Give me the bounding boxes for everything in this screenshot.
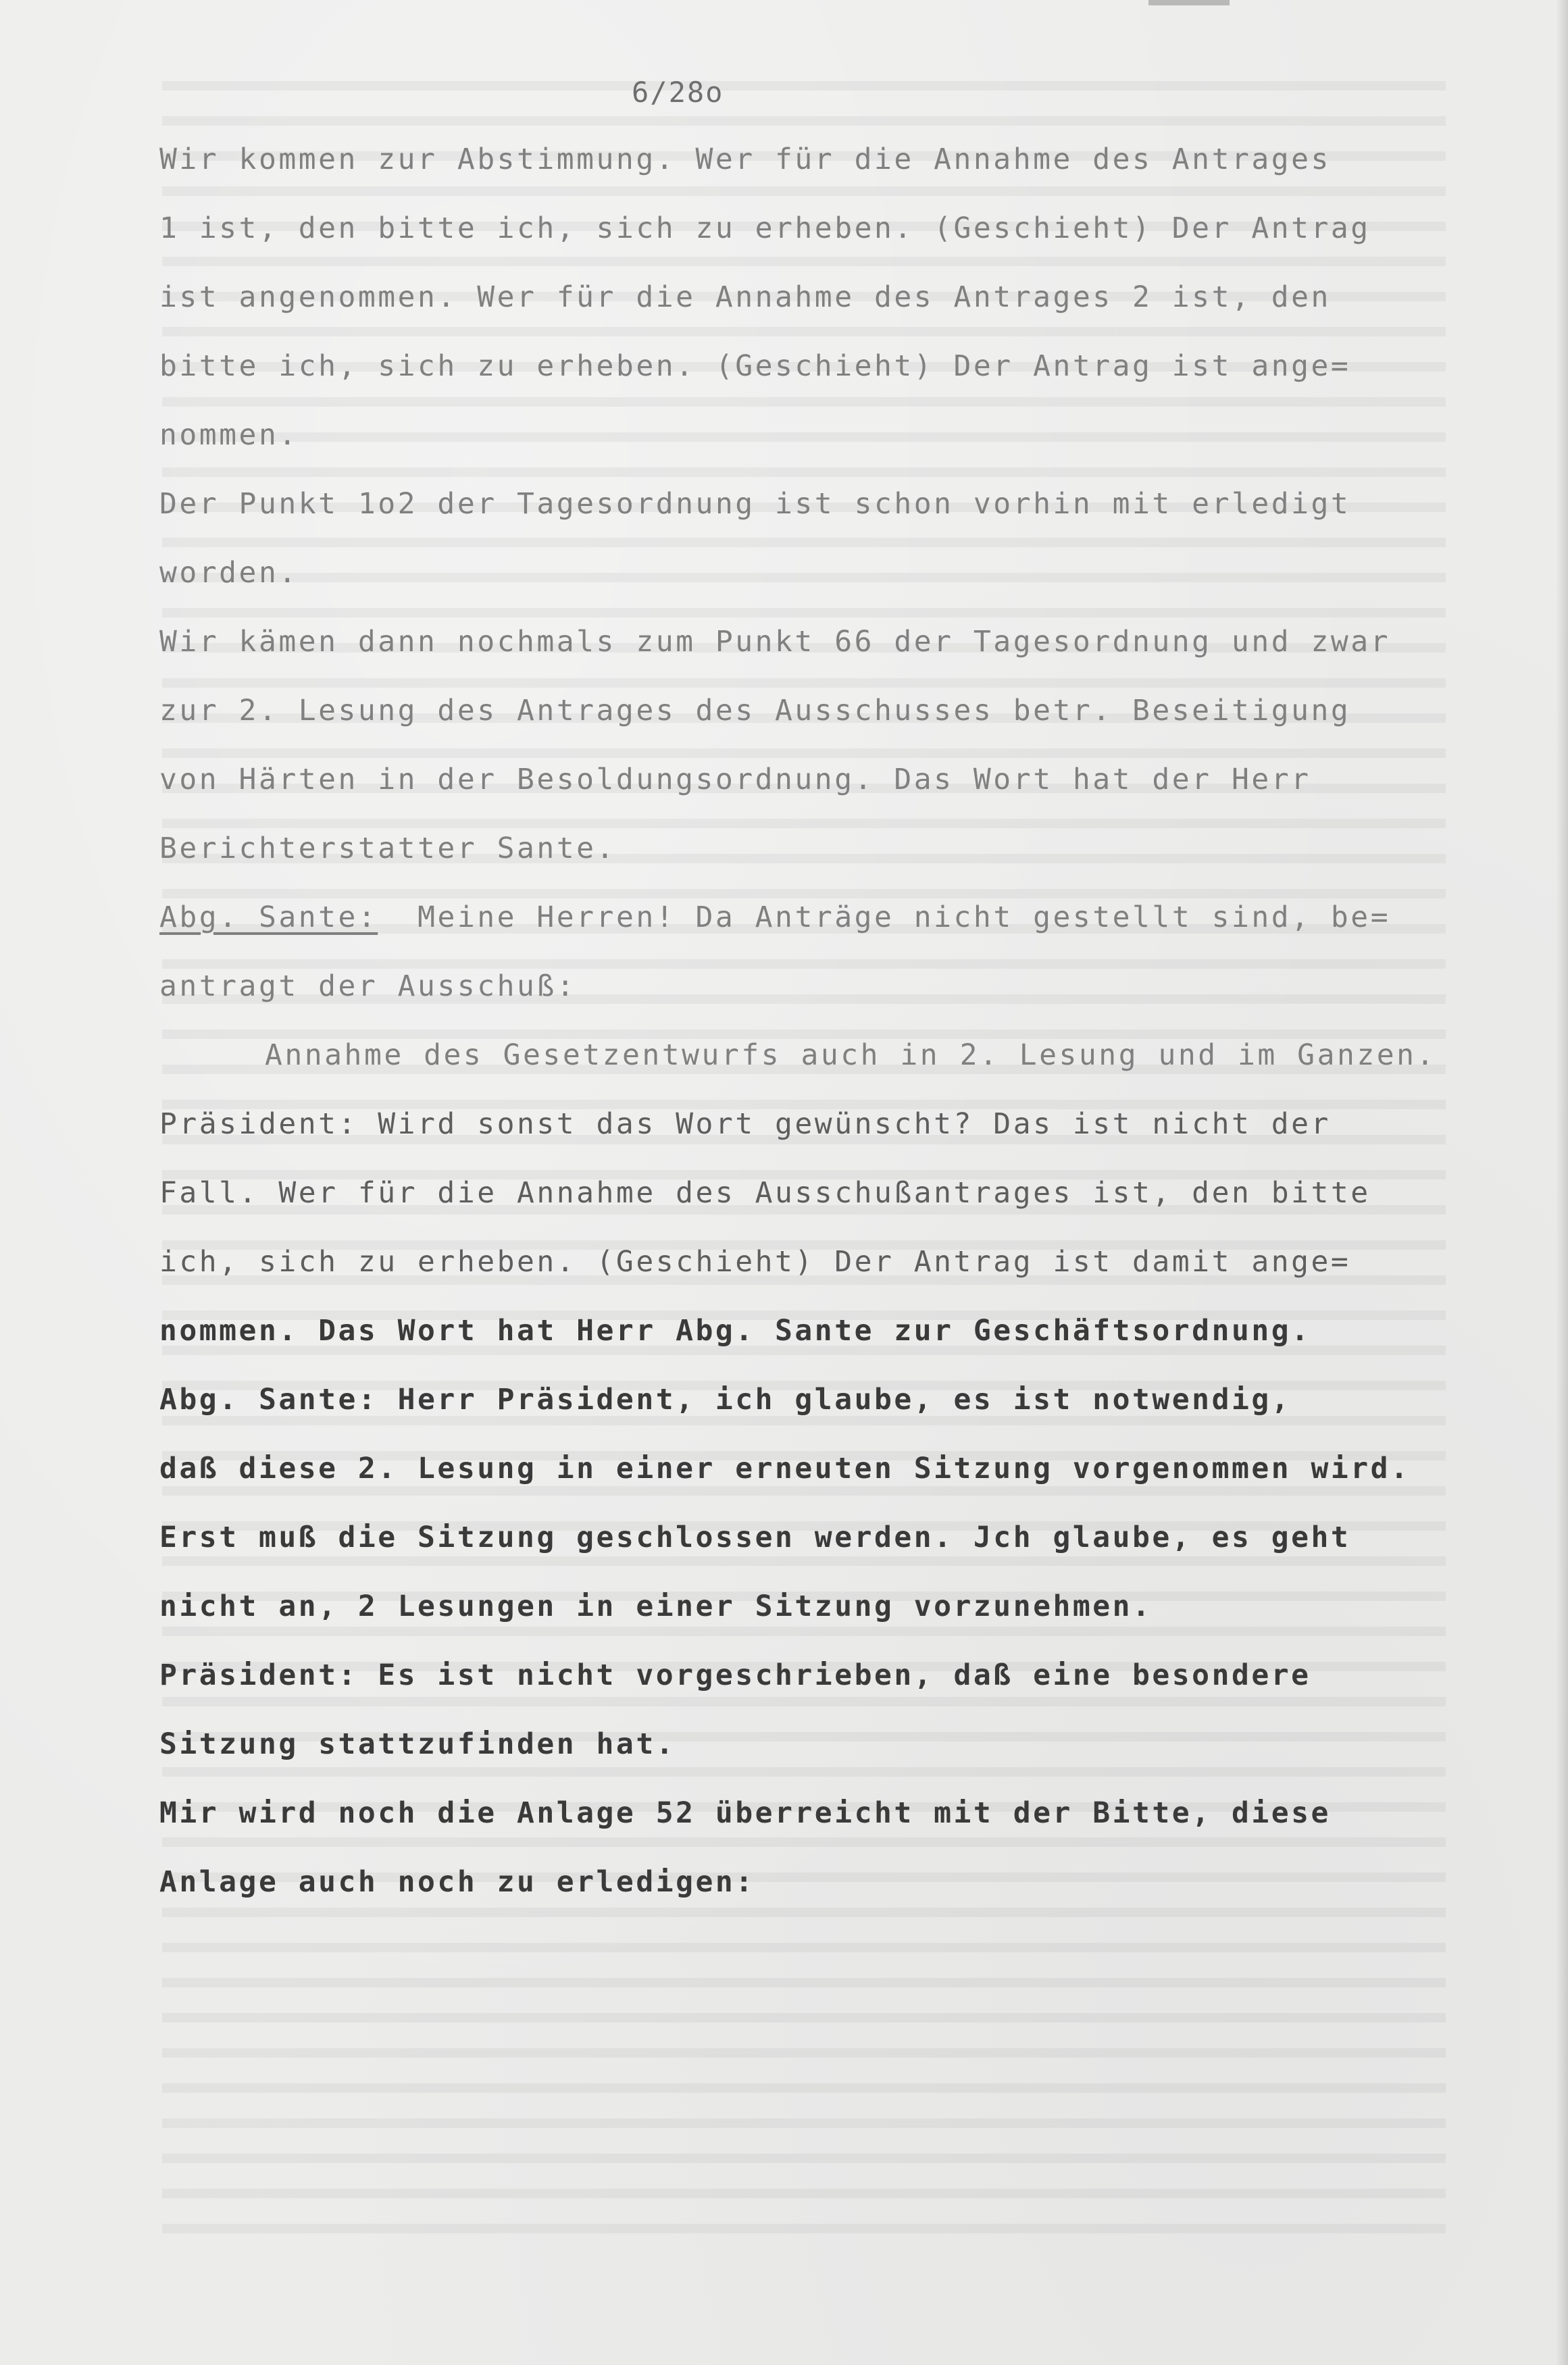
text-line-6: Der Punkt 1o2 der Tagesordnung ist schon vorhin mit erledigt — [159, 487, 1351, 521]
bleed-through-texture — [162, 81, 1446, 2243]
text-line-10: von Härten in der Besoldungsordnung. Das Wort hat der Herr — [159, 763, 1311, 796]
page-edge-shadow — [1556, 0, 1568, 2365]
text-line-20: daß diese 2. Lesung in einer erneuten Sitzung vorgenommen wird. — [159, 1452, 1411, 1485]
text-line-15: Präsident: Wird sonst das Wort gewünscht? Das ist nicht der — [159, 1107, 1331, 1141]
text-line-25: Mir wird noch die Anlage 52 überreicht mit der Bitte, diese — [159, 1796, 1331, 1830]
speaker-label: Abg. Sante: — [159, 900, 378, 934]
text-line-24: Sitzung stattzufinden hat. — [159, 1727, 676, 1761]
text-line-17: ich, sich zu erheben. (Geschieht) Der Antrag ist damit ange= — [159, 1245, 1351, 1279]
text-line-22: nicht an, 2 Lesungen in einer Sitzung vorzunehmen. — [159, 1590, 1153, 1623]
text-line-19: Abg. Sante: Herr Präsident, ich glaube, es ist notwendig, — [159, 1383, 1292, 1417]
text-line-4: bitte ich, sich zu erheben. (Geschieht) Der Antrag ist ange= — [159, 349, 1351, 383]
text-line-7: worden. — [159, 556, 299, 590]
text-line-9: zur 2. Lesung des Antrages des Ausschusses betr. Beseitigung — [159, 694, 1351, 728]
text-line-26: Anlage auch noch zu erledigen: — [159, 1865, 755, 1899]
text-line-18: nommen. Das Wort hat Herr Abg. Sante zur Geschäftsordnung. — [159, 1314, 1311, 1348]
text-line-14: Annahme des Gesetzentwurfs auch in 2. Lesung und im Ganzen. — [265, 1038, 1436, 1072]
text-line-5: nommen. — [159, 418, 299, 452]
text-line-16: Fall. Wer für die Annahme des Ausschußantrages ist, den bitte — [159, 1176, 1371, 1210]
text-line-13: antragt der Ausschuß: — [159, 969, 577, 1003]
text-line-21: Erst muß die Sitzung geschlossen werden. Jch glaube, es geht — [159, 1521, 1351, 1554]
page-number: 6/28o — [632, 76, 724, 109]
text-line-12 — [159, 897, 1390, 938]
text-line-3: ist angenommen. Wer für die Annahme des Antrages 2 ist, den — [159, 280, 1331, 314]
text-line-1: Wir kommen zur Abstimmung. Wer für die Annahme des Antrages — [159, 143, 1331, 176]
speaker-text: Meine Herren! Da Anträge nicht gestellt sind, be= — [418, 900, 1391, 934]
top-edge-mark — [1148, 0, 1230, 5]
text-line-11: Berichterstatter Sante. — [159, 832, 616, 865]
text-line-2: 1 ist, den bitte ich, sich zu erheben. (Geschieht) Der Antrag — [159, 211, 1371, 245]
text-line-23: Präsident: Es ist nicht vorgeschrieben, daß eine besondere — [159, 1658, 1311, 1692]
text-line-8: Wir kämen dann nochmals zum Punkt 66 der Tagesordnung und zwar — [159, 625, 1391, 659]
